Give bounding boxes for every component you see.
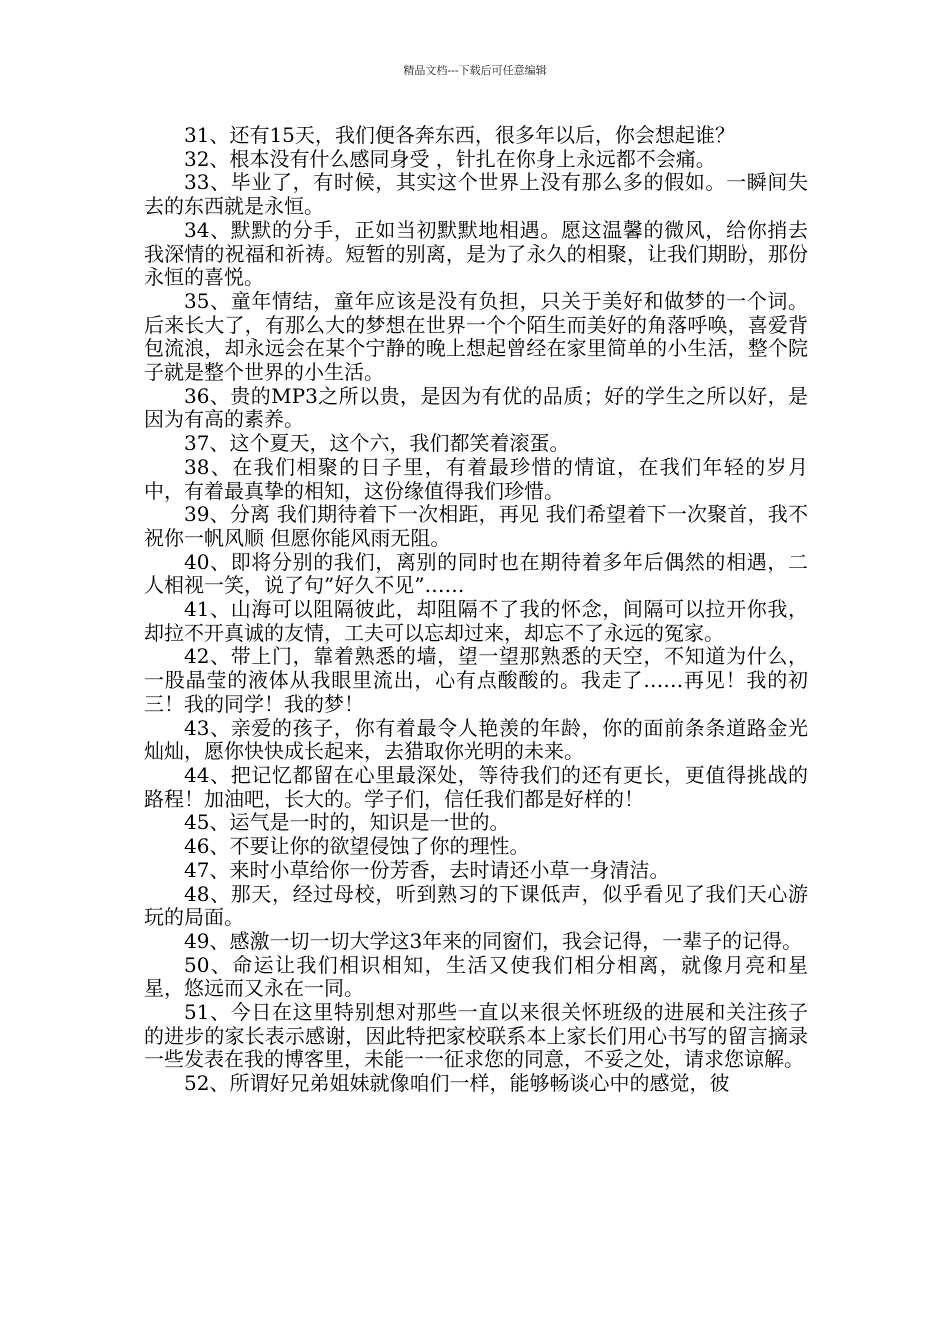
paragraph-31: 31、还有15天，我们便各奔东西，很多年以后，你会想起谁？	[184, 123, 735, 147]
paragraph-42: 42、带上门，靠着熟悉的墙，望一望那熟悉的天空，不知道为什么，一股晶莹的液体从我眼里流出，心有点酸酸的。我走了……再见！我的初三！我的同学！我的梦！	[144, 644, 808, 716]
document-body	[144, 124, 808, 1096]
paragraph-32: 32、根本没有什么感同身受 ，针扎在你身上永远都不会痛。	[184, 146, 716, 171]
paragraph-41: 41、山海可以阻隔彼此，却阻隔不了我的怀念，间隔可以拉开你我，却拉不开真诚的友情，工夫可以忘却过来，却忘不了永远的冤家。	[144, 597, 808, 645]
paragraph-34: 34、默默的分手，正如当初默默地相遇。愿这温馨的微风，给你捎去我深情的祝福和祈祷。短暂的别离，是为了永久的相聚，让我们期盼，那份永恒的喜悦。	[144, 217, 808, 290]
paragraph-49: 49、感激一切一切大学这3年来的同窗们，我会记得，一辈子的记得。	[184, 928, 803, 953]
paragraph-44: 44、把记忆都留在心里最深处，等待我们的还有更长，更值得挑战的路程！加油吧，长大的。学子们，信任我们都是好样的！	[144, 762, 808, 811]
paragraph-39: 39、分离 我们期待着下一次相距，再见 我们希望着下一次聚首，我不祝你一帆风顺 但愿你能风雨无阻。	[144, 502, 808, 550]
paragraph-43: 43、亲爱的孩子，你有着最令人艳羡的年龄，你的面前条条道路金光灿灿，愿你快快成长起来，去猎取你光明的未来。	[144, 715, 808, 764]
paragraph-33: 33、毕业了，有时候，其实这个世界上没有那么多的假如。一瞬间失去的东西就是永恒。	[144, 170, 808, 219]
page-header: 精品文档---下载后可任意编辑	[403, 64, 547, 77]
paragraph-35: 35、童年情结，童年应该是没有负担，只关于美好和做梦的一个词。后来长大了，有那么大的梦想在世界一个个陌生而美好的角落呼唤，喜爱背包流浪，却永远会在某个宁静的晚上想起曾经在家里简单的小生活，整个院子就是整个世界的小生活。	[144, 288, 808, 385]
paragraph-52: 52、所谓好兄弟姐妹就像咱们一样，能够畅谈心中的感觉，彼	[184, 1071, 730, 1096]
paragraph-37: 37、这个夏天，这个六，我们都笑着滚蛋。	[184, 431, 570, 456]
paragraph-38: 38、在我们相聚的日子里，有着最珍惜的情谊，在我们年轻的岁月中，有着最真挚的相知，这份缘值得我们珍惜。	[144, 454, 808, 503]
paragraph-50: 50、命运让我们相识相知，生活又使我们相分相离，就像月亮和星星，悠远而又永在一同。	[144, 952, 808, 1001]
paragraph-51: 51、今日在这里特别想对那些一直以来很关怀班级的进展和关注孩子的进步的家长表示感谢，因此特把家校联系本上家长们用心书写的留言摘录一些发表在我的博客里，未能一一征求您的同意，不妥之处，请求您谅解。	[144, 1000, 808, 1072]
paragraph-40: 40、即将分别的我们，离别的同时也在期待着多年后偶然的相遇，二人相视一笑，说了句”好久不见”……	[144, 549, 808, 598]
paragraph-45: 45、运气是一时的，知识是一世的。	[184, 810, 510, 835]
paragraph-36: 36、贵的MP3之所以贵，是因为有优的品质；好的学生之所以好，是因为有高的素养。	[144, 383, 808, 432]
paragraph-48: 48、那天，经过母校，听到熟习的下课低声，似乎看见了我们天心游玩的局面。	[144, 881, 808, 930]
paragraph-46: 46、不要让你的欲望侵蚀了你的理性。	[184, 834, 530, 859]
paragraph-47: 47、来时小草给你一份芳香，去时请还小草一身清洁。	[184, 857, 670, 882]
